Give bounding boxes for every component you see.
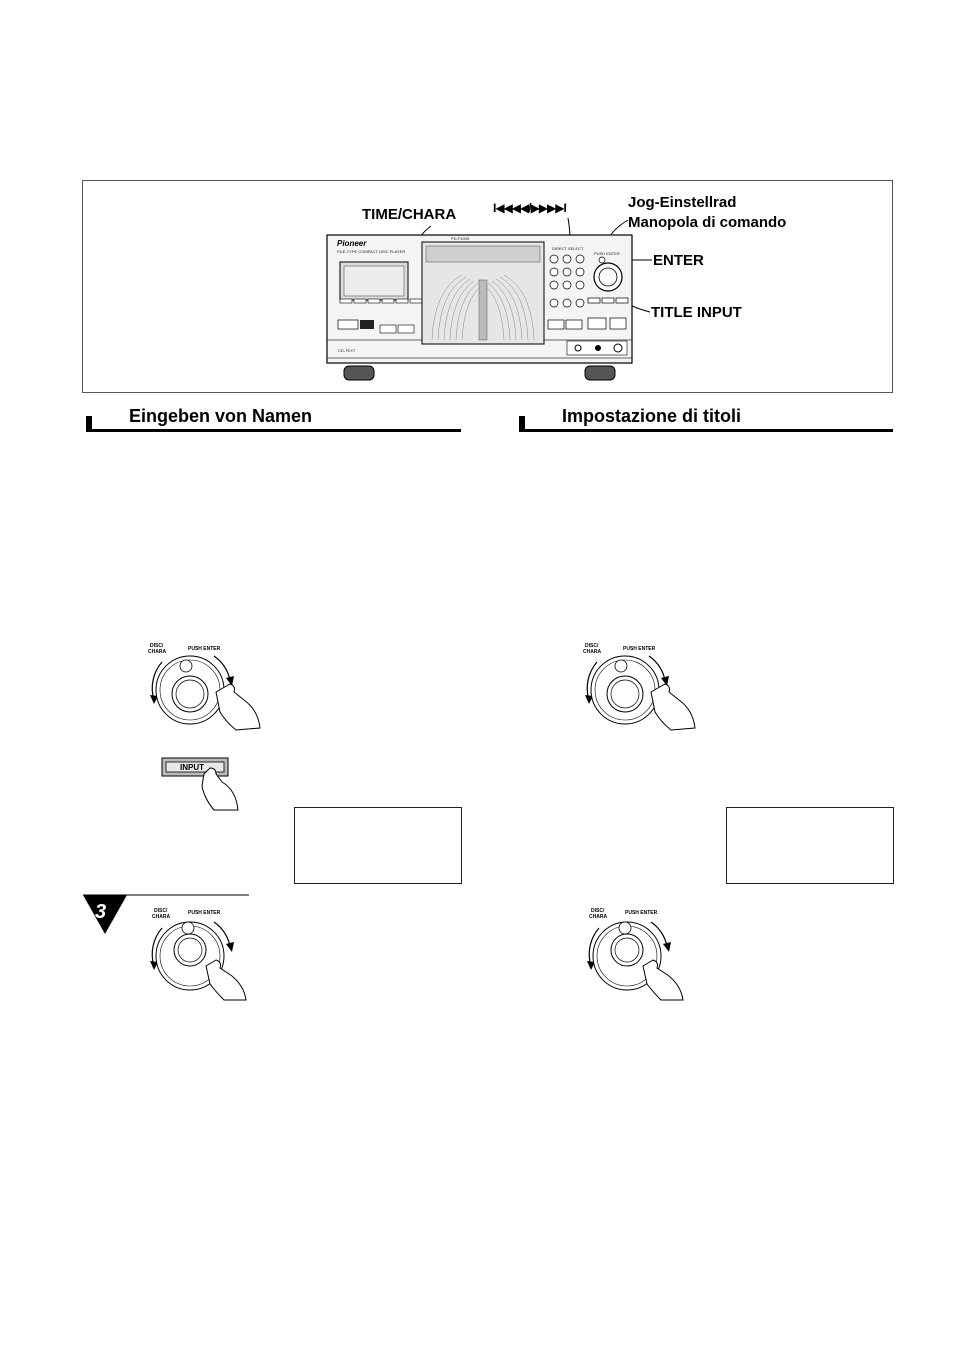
jog-dial-illustration-it-1 <box>575 640 700 732</box>
callout-jog-it: Manopola di comando <box>628 214 787 231</box>
svg-text:PUSH ENTER: PUSH ENTER <box>188 646 221 652</box>
svg-text:CD-TEXT: CD-TEXT <box>338 348 356 353</box>
svg-text:DISC/: DISC/ <box>585 643 599 649</box>
display-panel-de <box>294 807 462 884</box>
svg-text:DISC/: DISC/ <box>150 643 164 649</box>
heading-rule-it <box>519 429 893 432</box>
input-button-illustration <box>160 756 240 812</box>
svg-text:PUSH ENTER: PUSH ENTER <box>623 646 656 652</box>
callout-enter: ENTER <box>653 252 704 269</box>
callout-skip-buttons: I◀◀◀◀/▶▶▶▶I <box>493 201 566 215</box>
step-number: 3 <box>95 901 107 923</box>
svg-text:CHARA: CHARA <box>152 914 171 920</box>
svg-text:CHARA: CHARA <box>589 914 608 920</box>
push-enter-label: PUSH ENTER <box>594 251 620 256</box>
svg-text:CHARA: CHARA <box>148 649 167 655</box>
section-title-it: Impostazione di titoli <box>562 406 741 426</box>
svg-text:DISC/: DISC/ <box>591 908 605 914</box>
device-subtitle: FILE-TYPE COMPACT DISC PLAYER <box>337 249 406 254</box>
callout-jog-de: Jog-Einstellrad <box>628 194 737 211</box>
heading-rule-de <box>86 429 461 432</box>
jog-dial-illustration-de-3 <box>140 906 265 1002</box>
svg-text:PUSH ENTER: PUSH ENTER <box>188 910 221 916</box>
jog-dial-illustration-de-1 <box>140 640 265 732</box>
callout-time-chara: TIME/CHARA <box>362 206 457 223</box>
svg-text:CHARA: CHARA <box>583 649 602 655</box>
section-title-de: Eingeben von Namen <box>129 406 313 426</box>
brand-logo: Pioneer <box>337 239 367 248</box>
jog-dial-illustration-it-3 <box>577 906 702 1002</box>
model-label: PD-F1009 <box>451 236 470 241</box>
svg-text:PUSH ENTER: PUSH ENTER <box>625 910 658 916</box>
svg-text:DISC/: DISC/ <box>154 908 168 914</box>
callout-title-input: TITLE INPUT <box>651 304 742 321</box>
display-panel-it <box>726 807 894 884</box>
device-illustration <box>82 180 893 393</box>
input-button-label: INPUT <box>180 763 204 772</box>
direct-select-label: DIRECT SELECT <box>552 246 584 251</box>
